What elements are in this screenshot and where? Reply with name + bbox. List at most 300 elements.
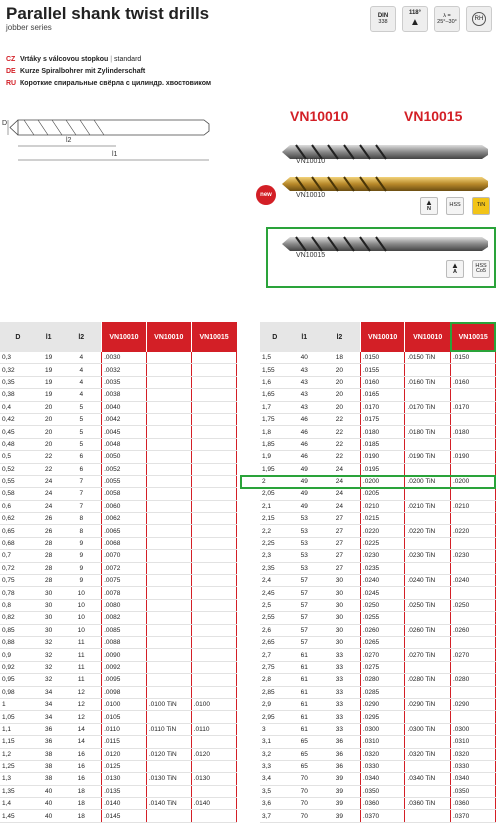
table-cell: .0360: [360, 798, 405, 810]
table-cell: 12: [62, 711, 102, 723]
table-cell: 5: [62, 438, 102, 450]
table-cell: 57: [290, 612, 319, 624]
table-cell: 26: [36, 525, 62, 537]
table-cell: .0130 TiN: [146, 773, 191, 785]
table-cell: 22: [36, 451, 62, 463]
table-cell: 53: [290, 513, 319, 525]
col-l1: l1: [36, 322, 62, 352]
table-cell: .0240: [450, 575, 495, 587]
table-cell: 22: [319, 438, 360, 450]
spec-badges: [370, 6, 492, 32]
table-cell: [146, 550, 191, 562]
table-cell: .0035: [102, 376, 147, 388]
table-cell: .0320 TiN: [405, 748, 451, 760]
table-cell: 3,2: [260, 748, 290, 760]
table-cell: 0,6: [0, 500, 36, 512]
table-cell: [450, 364, 495, 376]
table-cell: 0,4: [0, 401, 36, 413]
table-cell: .0052: [102, 463, 147, 475]
table-cell: [191, 562, 236, 574]
table-cell: 40: [36, 798, 62, 810]
table-cell: [146, 488, 191, 500]
table-cell: [191, 674, 236, 686]
table-cell: .0180 TiN: [405, 426, 451, 438]
page-title: Parallel shank twist drills: [6, 4, 210, 23]
table-cell: [450, 587, 495, 599]
table-row: [0, 698, 237, 710]
table-row: [260, 698, 496, 710]
table-cell: .0255: [360, 612, 405, 624]
table-cell: [191, 525, 236, 537]
table-row: [260, 364, 496, 376]
table-row: [260, 352, 496, 364]
table-cell: 1,45: [0, 810, 36, 822]
table-cell: [191, 661, 236, 673]
table-cell: 28: [36, 575, 62, 587]
table-cell: 2,5: [260, 599, 290, 611]
table-cell: .0270 TiN: [405, 649, 451, 661]
table-cell: 38: [36, 773, 62, 785]
table-row: [260, 463, 496, 475]
table-cell: .0200: [450, 475, 495, 487]
table-cell: .0300: [360, 723, 405, 735]
table-cell: .0150 TiN: [405, 352, 451, 364]
table-cell: [146, 624, 191, 636]
table-cell: .0120: [102, 748, 147, 760]
language-descriptions: [6, 54, 211, 90]
table-cell: 27: [319, 513, 360, 525]
table-cell: 30: [36, 612, 62, 624]
table-cell: 61: [290, 711, 319, 723]
table-row: [0, 661, 237, 673]
table-row: [0, 587, 237, 599]
table-row: [260, 711, 496, 723]
table-cell: .0078: [102, 587, 147, 599]
table-cell: [450, 488, 495, 500]
table-cell: 4: [62, 389, 102, 401]
table-cell: 28: [36, 550, 62, 562]
table-cell: 0,45: [0, 426, 36, 438]
table-cell: [146, 612, 191, 624]
right-size-table: [260, 322, 496, 823]
table-cell: 32: [36, 649, 62, 661]
table-cell: .0105: [102, 711, 147, 723]
table-row: [0, 612, 237, 624]
table-cell: [191, 636, 236, 648]
diagram-l2-label: l2: [66, 137, 72, 144]
table-cell: 0,62: [0, 513, 36, 525]
table-cell: .0055: [102, 475, 147, 487]
table-cell: [146, 587, 191, 599]
table-row: [260, 562, 496, 574]
table-cell: .0130: [191, 773, 236, 785]
table-cell: 34: [36, 711, 62, 723]
table-cell: 34: [36, 686, 62, 698]
a-type-icon: ▲ A: [446, 260, 464, 278]
table-row: [260, 413, 496, 425]
col-vn10015: VN10015: [191, 322, 236, 352]
table-cell: 20: [319, 401, 360, 413]
table-cell: .0240: [360, 575, 405, 587]
table-cell: .0040: [102, 401, 147, 413]
table-cell: 0,35: [0, 376, 36, 388]
table-cell: [405, 612, 451, 624]
table-cell: 5: [62, 413, 102, 425]
table-cell: 38: [36, 748, 62, 760]
table-cell: 36: [319, 760, 360, 772]
table-cell: .0220: [360, 525, 405, 537]
table-cell: .0155: [360, 364, 405, 376]
table-cell: [405, 513, 451, 525]
table-cell: .0330: [360, 760, 405, 772]
table-row: [0, 810, 237, 822]
table-cell: [191, 537, 236, 549]
table-cell: 20: [36, 401, 62, 413]
table-cell: [405, 438, 451, 450]
table-cell: 57: [290, 624, 319, 636]
table-cell: .0032: [102, 364, 147, 376]
table-cell: 19: [36, 376, 62, 388]
table-cell: [405, 711, 451, 723]
table-row: [260, 537, 496, 549]
table-cell: .0048: [102, 438, 147, 450]
table-cell: [450, 562, 495, 574]
table-cell: 19: [36, 364, 62, 376]
table-cell: .0250: [450, 599, 495, 611]
table-cell: .0285: [360, 686, 405, 698]
table-cell: .0160: [450, 376, 495, 388]
table-cell: 30: [319, 575, 360, 587]
table-cell: .0330: [450, 760, 495, 772]
rh-badge: RH: [466, 6, 492, 32]
table-cell: 61: [290, 674, 319, 686]
table-row: [0, 636, 237, 648]
table-row: [0, 389, 237, 401]
table-cell: 0,32: [0, 364, 36, 376]
product-code-vn10015: VN10015: [404, 108, 463, 124]
table-cell: 43: [290, 389, 319, 401]
table-row: [260, 636, 496, 648]
table-cell: 0,88: [0, 636, 36, 648]
table-cell: .0295: [360, 711, 405, 723]
table-cell: .0125: [102, 760, 147, 772]
table-cell: .0098: [102, 686, 147, 698]
new-badge: new: [256, 185, 276, 205]
table-row: [0, 599, 237, 611]
table-cell: 12: [62, 698, 102, 710]
table-cell: 61: [290, 698, 319, 710]
table-cell: .0185: [360, 438, 405, 450]
table-row: [0, 364, 237, 376]
table-cell: 0,9: [0, 649, 36, 661]
table-cell: .0045: [102, 426, 147, 438]
table-cell: 26: [36, 513, 62, 525]
table-row: [0, 500, 237, 512]
table-cell: 70: [290, 785, 319, 797]
table-cell: [405, 587, 451, 599]
table-cell: 36: [319, 748, 360, 760]
table-cell: [405, 488, 451, 500]
table-row: [260, 587, 496, 599]
table-cell: 30: [319, 599, 360, 611]
table-cell: 24: [319, 463, 360, 475]
table-cell: .0280: [450, 674, 495, 686]
table-cell: 1,1: [0, 723, 36, 735]
table-cell: [146, 525, 191, 537]
table-cell: 6: [62, 451, 102, 463]
table-row: [260, 500, 496, 512]
din-badge: DIN 338: [370, 6, 396, 32]
table-cell: 36: [36, 736, 62, 748]
table-cell: [146, 537, 191, 549]
table-row: [260, 488, 496, 500]
table-cell: 4: [62, 364, 102, 376]
table-cell: .0062: [102, 513, 147, 525]
table-cell: .0110 TiN: [146, 723, 191, 735]
table-cell: [146, 401, 191, 413]
table-row: [260, 612, 496, 624]
table-cell: [405, 760, 451, 772]
table-cell: 65: [290, 760, 319, 772]
table-cell: 2,25: [260, 537, 290, 549]
table-cell: 18: [62, 810, 102, 822]
table-cell: 27: [319, 537, 360, 549]
table-cell: 46: [290, 451, 319, 463]
col-l2: l2: [62, 322, 102, 352]
table-cell: .0130: [102, 773, 147, 785]
table-cell: .0072: [102, 562, 147, 574]
table-cell: 53: [290, 562, 319, 574]
table-cell: .0205: [360, 488, 405, 500]
table-cell: [405, 389, 451, 401]
table-cell: 43: [290, 401, 319, 413]
table-cell: .0300: [450, 723, 495, 735]
n-type-icon: ▲ N: [420, 197, 438, 215]
table-cell: .0110: [191, 723, 236, 735]
table-cell: 0,48: [0, 438, 36, 450]
table-cell: 32: [36, 674, 62, 686]
col-vn10010: VN10010: [102, 322, 147, 352]
table-cell: 24: [36, 500, 62, 512]
table-cell: .0250: [360, 599, 405, 611]
table-cell: 57: [290, 636, 319, 648]
table-cell: 2,1: [260, 500, 290, 512]
table-cell: .0360: [450, 798, 495, 810]
table-cell: 8: [62, 513, 102, 525]
table-cell: .0030: [102, 352, 147, 364]
table-cell: [405, 463, 451, 475]
table-cell: .0230: [450, 550, 495, 562]
table-row: [260, 773, 496, 785]
table-cell: .0160 TiN: [405, 376, 451, 388]
table-cell: .0230: [360, 550, 405, 562]
table-cell: 30: [319, 636, 360, 648]
table-cell: [191, 736, 236, 748]
table-cell: 0,78: [0, 587, 36, 599]
table-cell: [146, 661, 191, 673]
table-cell: [450, 661, 495, 673]
table-cell: .0340 TiN: [405, 773, 451, 785]
table-cell: 28: [36, 562, 62, 574]
table-row: [260, 624, 496, 636]
table-cell: .0140: [102, 798, 147, 810]
table-cell: [146, 785, 191, 797]
table-cell: [191, 426, 236, 438]
table-row: [0, 748, 237, 760]
table-cell: 1,95: [260, 463, 290, 475]
table-cell: 24: [319, 500, 360, 512]
table-cell: 11: [62, 636, 102, 648]
table-cell: 39: [319, 785, 360, 797]
table-cell: .0250 TiN: [405, 599, 451, 611]
table-cell: 30: [319, 612, 360, 624]
table-cell: [146, 500, 191, 512]
table-cell: .0190: [360, 451, 405, 463]
table-cell: 2,6: [260, 624, 290, 636]
table-cell: 0,7: [0, 550, 36, 562]
table-cell: .0195: [360, 463, 405, 475]
table-cell: .0090: [102, 649, 147, 661]
table-cell: [146, 674, 191, 686]
helix-angle-badge: λ = 25°–30°: [434, 6, 460, 32]
table-cell: .0065: [102, 525, 147, 537]
table-cell: 43: [290, 376, 319, 388]
table-cell: .0290 TiN: [405, 698, 451, 710]
hss-co5-icon: HSS Co5: [472, 260, 490, 278]
table-row: [0, 773, 237, 785]
table-cell: 1,7: [260, 401, 290, 413]
table-cell: 33: [319, 674, 360, 686]
table-cell: [146, 599, 191, 611]
table-row: [260, 649, 496, 661]
table-cell: .0360 TiN: [405, 798, 451, 810]
table-cell: 10: [62, 599, 102, 611]
table-cell: 61: [290, 661, 319, 673]
table-cell: .0350: [450, 785, 495, 797]
table-cell: [191, 785, 236, 797]
table-cell: [191, 550, 236, 562]
table-cell: 30: [36, 587, 62, 599]
table-cell: 4: [62, 352, 102, 364]
table-cell: 2,85: [260, 686, 290, 698]
table-cell: 20: [319, 376, 360, 388]
table-cell: 49: [290, 488, 319, 500]
drill-label-1: VN10010: [296, 158, 326, 165]
table-cell: 36: [319, 736, 360, 748]
table-row: [260, 438, 496, 450]
table-cell: 33: [319, 711, 360, 723]
table-cell: 14: [62, 723, 102, 735]
table-row: [260, 525, 496, 537]
table-cell: 0,65: [0, 525, 36, 537]
table-row: [0, 426, 237, 438]
col-vn10010-tin: VN10010: [146, 322, 191, 352]
table-row: [260, 748, 496, 760]
table-row: [0, 562, 237, 574]
table-cell: 30: [36, 624, 62, 636]
table-cell: [191, 401, 236, 413]
table-cell: [191, 513, 236, 525]
table-cell: [146, 451, 191, 463]
table-cell: 9: [62, 562, 102, 574]
table-cell: .0200: [360, 475, 405, 487]
table-cell: .0245: [360, 587, 405, 599]
table-cell: 49: [290, 475, 319, 487]
table-cell: .0225: [360, 537, 405, 549]
point-angle-badge: 118° ▲: [402, 6, 428, 32]
table-cell: 1,15: [0, 736, 36, 748]
table-cell: 3,7: [260, 810, 290, 822]
table-cell: 0,38: [0, 389, 36, 401]
table-row: [0, 376, 237, 388]
table-cell: 0,82: [0, 612, 36, 624]
table-row: [260, 723, 496, 735]
table-cell: .0120: [191, 748, 236, 760]
table-cell: 0,92: [0, 661, 36, 673]
table-cell: [191, 575, 236, 587]
table-cell: 46: [290, 426, 319, 438]
table-cell: .0100 TiN: [146, 698, 191, 710]
table-cell: 61: [290, 686, 319, 698]
table-cell: .0092: [102, 661, 147, 673]
table-cell: 2,3: [260, 550, 290, 562]
left-size-table: [0, 322, 237, 823]
table-cell: .0270: [360, 649, 405, 661]
table-cell: [191, 612, 236, 624]
table-row: [0, 475, 237, 487]
table-cell: .0265: [360, 636, 405, 648]
table-cell: [450, 513, 495, 525]
table-cell: [191, 500, 236, 512]
table-cell: .0210 TiN: [405, 500, 451, 512]
table-cell: [191, 413, 236, 425]
table-cell: 57: [290, 575, 319, 587]
table-row: [0, 438, 237, 450]
table-cell: [146, 352, 191, 364]
table-cell: 65: [290, 748, 319, 760]
table-cell: .0230 TiN: [405, 550, 451, 562]
table-cell: .0190: [450, 451, 495, 463]
table-cell: 53: [290, 550, 319, 562]
table-cell: 33: [319, 661, 360, 673]
table-cell: .0042: [102, 413, 147, 425]
table-cell: 9: [62, 575, 102, 587]
table-cell: 43: [290, 364, 319, 376]
table-cell: 39: [319, 810, 360, 822]
table-cell: [146, 389, 191, 401]
table-row: [260, 426, 496, 438]
table-cell: .0320: [360, 748, 405, 760]
table-row: [0, 674, 237, 686]
table-cell: .0100: [191, 698, 236, 710]
table-cell: 27: [319, 562, 360, 574]
table-cell: [450, 612, 495, 624]
table-cell: 53: [290, 525, 319, 537]
table-cell: 2,7: [260, 649, 290, 661]
table-cell: [146, 736, 191, 748]
table-cell: [146, 364, 191, 376]
table-cell: [191, 438, 236, 450]
page-subtitle: jobber series: [6, 23, 52, 32]
table-cell: 22: [319, 413, 360, 425]
table-cell: 1,3: [0, 773, 36, 785]
table-cell: .0290: [360, 698, 405, 710]
table-cell: 3,3: [260, 760, 290, 772]
table-cell: .0370: [360, 810, 405, 822]
product-code-vn10010: VN10010: [290, 108, 349, 124]
table-cell: .0200 TiN: [405, 475, 451, 487]
table-cell: 0,3: [0, 352, 36, 364]
